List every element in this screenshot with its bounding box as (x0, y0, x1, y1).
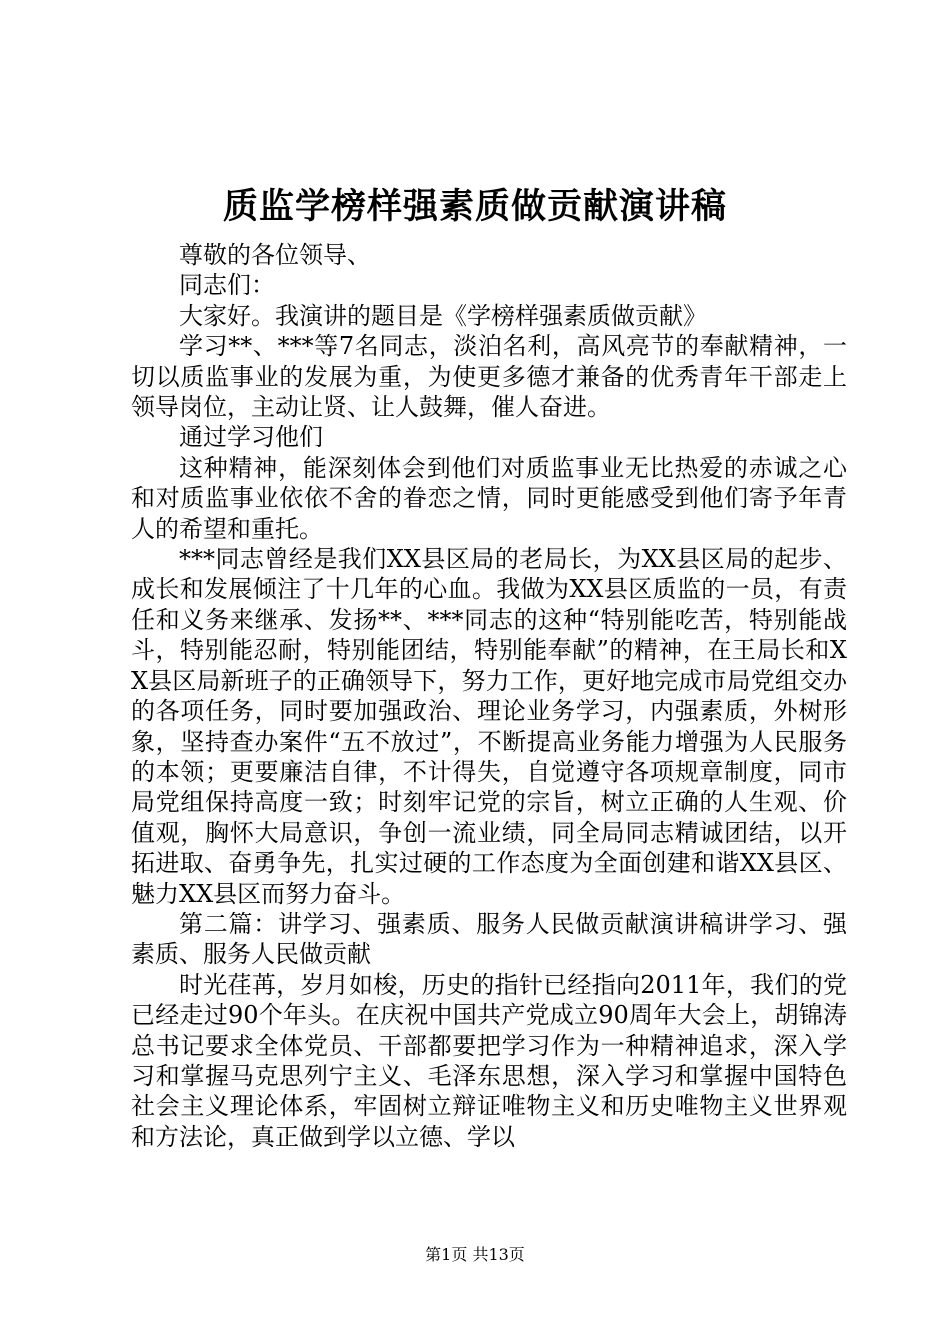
salutation-line-1: 尊敬的各位领导、 (179, 241, 371, 269)
body-paragraph: 时光荏苒，岁月如梭，历史的指针已经指向2011年，我们的党已经走过90个年头。在庆祝中国共产党成立90周年大会上，胡锦涛总书记要求全体党员、干部都要把学习作为一种精神追求，深入学习和掌握马克思列宁主义、毛泽东思想，深入学习和掌握中国特色社会主义理论体系，牢固树立辩证唯物主义和历史唯物主义世界观和方法论，真正做到学以立德、学以 (131, 970, 847, 1151)
document-title: 质监学榜样强素质做贡献演讲稿 (222, 186, 727, 227)
section-heading-paragraph: 第二篇：讲学习、强素质、服务人民做贡献演讲稿讲学习、强素质、服务人民做贡献 (131, 909, 847, 969)
body-paragraph: 通过学习他们 (179, 423, 323, 452)
salutation-line-2: 同志们： (179, 271, 275, 300)
body-paragraph: 学习**、***等7名同志，淡泊名利，高风亮节的奉献精神，一切以质监事业的发展为重，为使更多德才兼备的优秀青年干部走上领导岗位，主动让贤、让人鼓舞，催人奋进。 (131, 332, 847, 422)
page-number-footer: 第1页 共13页 (425, 1245, 525, 1264)
document-body (131, 240, 847, 1152)
body-paragraph: 这种精神，能深刻体会到他们对质监事业无比热爱的赤诚之心和对质监事业依依不舍的眷恋之情，同时更能感受到他们寄予年青人的希望和重托。 (131, 453, 847, 543)
body-paragraph: ***同志曾经是我们XX县区局的老局长，为XX县区局的起步、成长和发展倾注了十几年的心血。我做为XX县区质监的一员，有责任和义务来继承、发扬**、***同志的这种“特别能吃苦，特别能战斗，特别能忍耐，特别能团结，特别能奉献”的精神，在王局长和XX县区局新班子的正确领导下，努力工作，更好地完成市局党组交办的各项任务，同时要加强政治、理论业务学习，内强素质，外树形象，坚持查办案件“五不放过”，不断提高业务能力增强为人民服务的本领；更要廉洁自律，不计得失，自觉遵守各项规章制度，同市局党组保持高度一致；时刻牢记党的宗旨，树立正确的人生观、价值观，胸怀大局意识，争创一流业绩，同全局同志精诚团结，以开拓进取、奋勇争先，扎实过硬的工作态度为全面创建和谐XX县区、魅力XX县区而努力奋斗。 (131, 545, 847, 908)
greeting-paragraph: 大家好。我演讲的题目是《学榜样强素质做贡献》 (179, 301, 707, 330)
